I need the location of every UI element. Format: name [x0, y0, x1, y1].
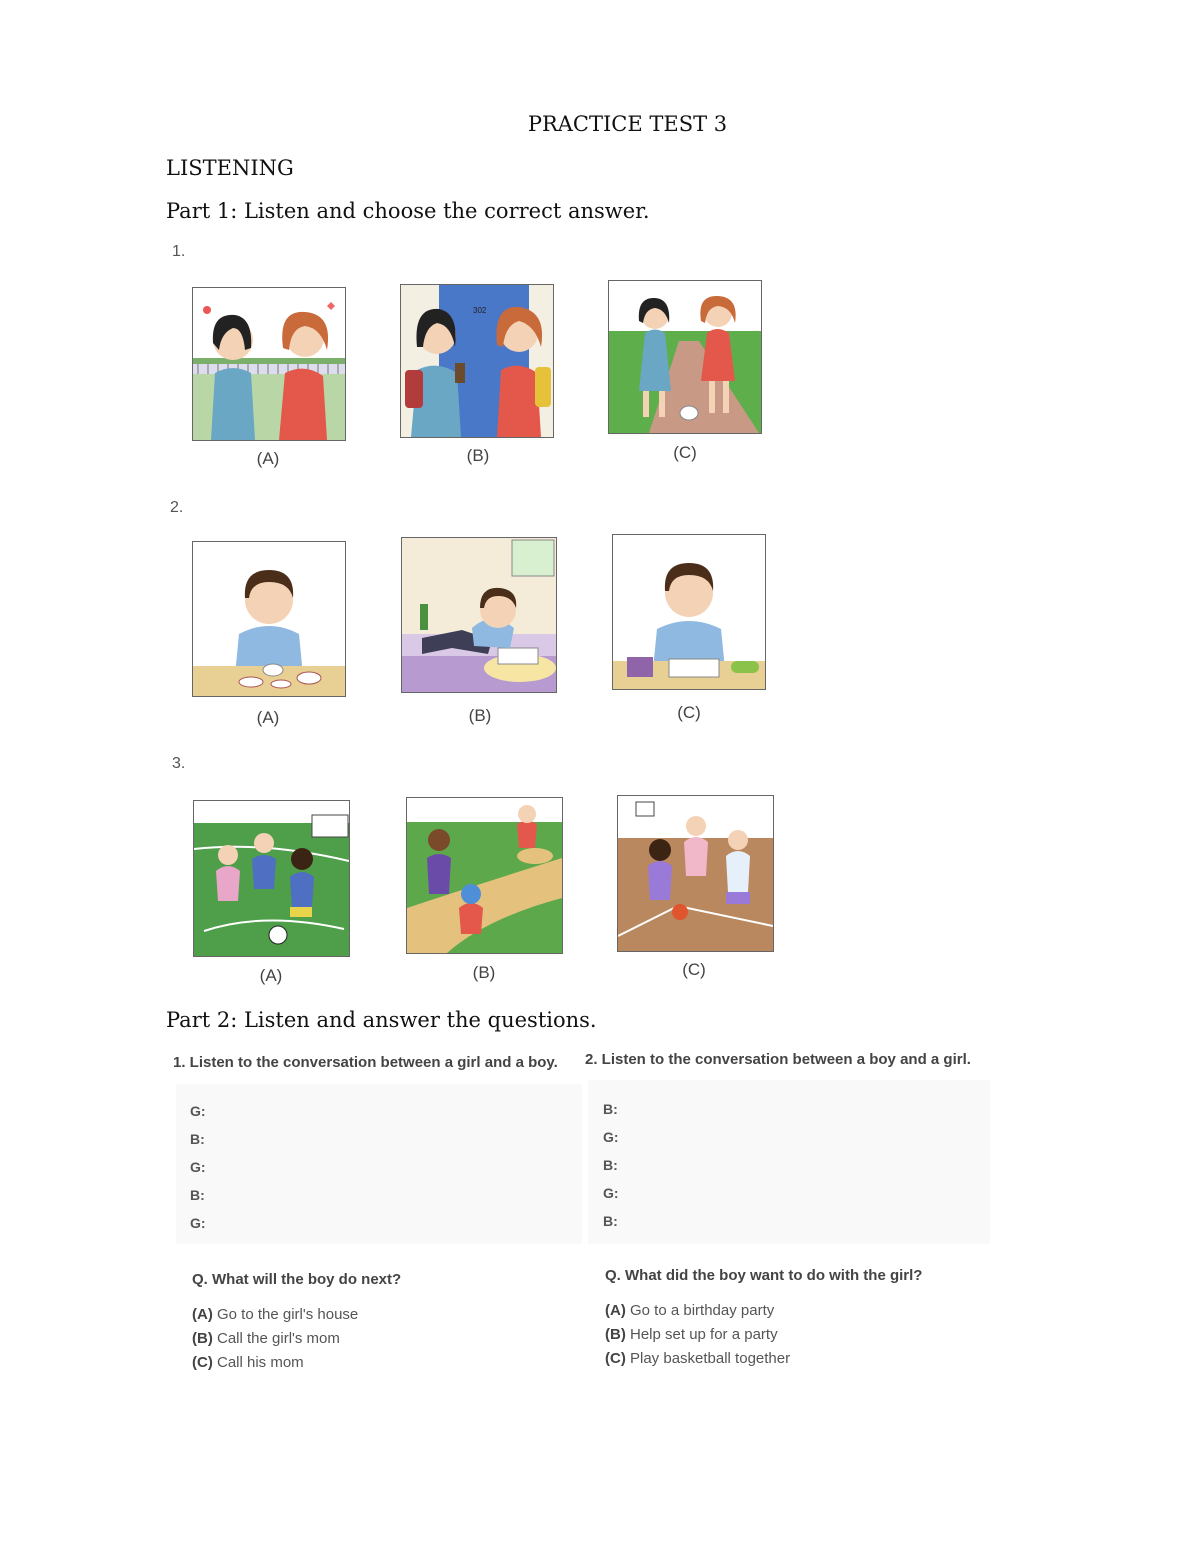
question-1-number: 1.	[172, 243, 186, 260]
q1-picture-a[interactable]	[192, 287, 346, 441]
q1-picture-c[interactable]	[608, 280, 762, 434]
door-number: 302	[473, 306, 487, 315]
dialogue-2-question: Q. What did the boy want to do with the girl?	[605, 1267, 923, 1284]
dialogue-2-answer-a[interactable]: (A) Go to a birthday party	[605, 1302, 775, 1319]
dialogue-1-speaker: B:	[190, 1131, 205, 1147]
part1-heading: Part 1: Listen and choose the correct answer.	[166, 199, 650, 223]
q2-picture-b[interactable]	[401, 537, 557, 693]
q2-option-b-label: (B)	[468, 706, 492, 725]
q2-option-a-label: (A)	[256, 708, 280, 727]
q1-option-a-label: (A)	[256, 449, 280, 468]
q1-picture-b[interactable]	[400, 284, 554, 438]
q1-option-b-label: (B)	[466, 446, 490, 465]
dialogue-2-speaker: G:	[603, 1129, 619, 1145]
dialogue-2-title: 2. Listen to the conversation between a boy and a girl.	[585, 1051, 971, 1068]
dialogue-2-speaker: B:	[603, 1157, 618, 1173]
dialogue-1-title: 1. Listen to the conversation between a girl and a boy.	[173, 1054, 558, 1071]
dialogue-1-speaker: G:	[190, 1215, 206, 1231]
dialogue-2-box	[588, 1080, 990, 1244]
q2-option-c-label: (C)	[677, 703, 701, 722]
dialogue-1-box	[176, 1084, 582, 1244]
dialogue-2-speaker: G:	[603, 1185, 619, 1201]
q3-picture-b[interactable]	[406, 797, 563, 954]
q3-option-b-label: (B)	[472, 963, 496, 982]
section-heading: LISTENING	[166, 156, 294, 180]
question-2-number: 2.	[170, 499, 184, 516]
dialogue-1-speaker: G:	[190, 1103, 206, 1119]
dialogue-1-speaker: G:	[190, 1159, 206, 1175]
q2-picture-a[interactable]	[192, 541, 346, 697]
dialogue-2-speaker: B:	[603, 1213, 618, 1229]
question-3-number: 3.	[172, 755, 186, 772]
dialogue-1-speaker: B:	[190, 1187, 205, 1203]
dialogue-1-answer-a[interactable]: (A) Go to the girl's house	[192, 1306, 359, 1323]
q3-picture-a[interactable]	[193, 800, 350, 957]
q3-option-c-label: (C)	[682, 960, 706, 979]
dialogue-1-question: Q. What will the boy do next?	[192, 1271, 402, 1288]
q1-option-c-label: (C)	[673, 443, 697, 462]
q2-picture-c[interactable]	[612, 534, 766, 690]
dialogue-2-speaker: B:	[603, 1101, 618, 1117]
dialogue-1-answer-c[interactable]: (C) Call his mom	[192, 1354, 304, 1371]
page-title: PRACTICE TEST 3	[527, 112, 728, 136]
q3-option-a-label: (A)	[259, 966, 283, 985]
part2-heading: Part 2: Listen and answer the questions.	[166, 1008, 597, 1032]
dialogue-2-answer-c[interactable]: (C) Play basketball together	[605, 1350, 791, 1367]
dialogue-1-answer-b[interactable]: (B) Call the girl's mom	[192, 1330, 340, 1347]
q3-picture-c[interactable]	[617, 795, 774, 952]
dialogue-2-answer-b[interactable]: (B) Help set up for a party	[605, 1326, 778, 1343]
